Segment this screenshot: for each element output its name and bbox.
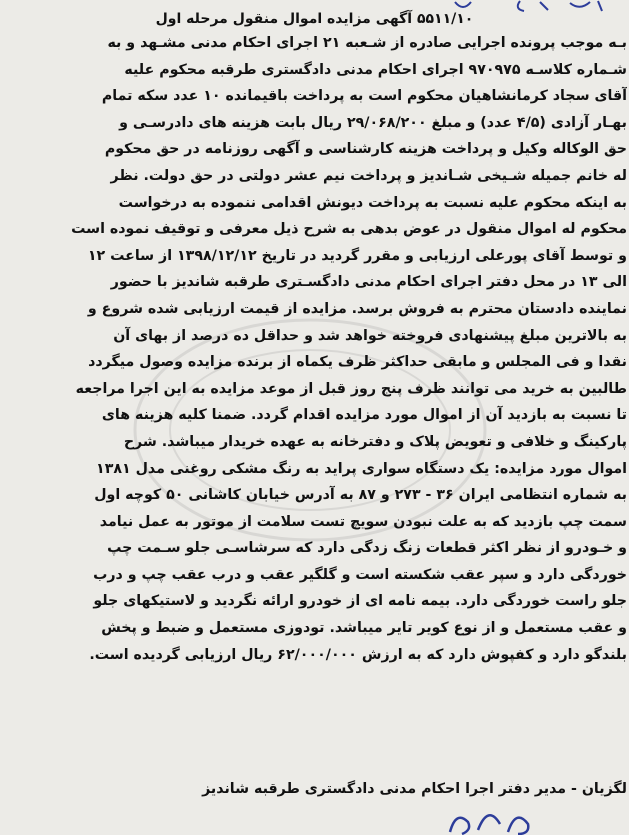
body-line: به اینکه محکوم علیه نسبت به پرداخت دیونش اقدامی ننموده به درخواست <box>118 194 627 211</box>
notice-title: ۵۵۱۱/۱۰ آگهی مزایده اموال منقول مرحله اول <box>155 11 474 27</box>
body-line: بـه موجب پرونده اجرایی صادره از شـعبه ۲۱ اجرای احکام مدنی مشـهد و به <box>107 35 627 51</box>
body-line: نقدا و فی المجلس و مابقی حداکثر ظرف یکماه از برنده مزایده وصول میگردد <box>88 354 627 371</box>
body-line: نماینده دادستان محترم به فروش برسد. مزایده از قیمت ارزیابی شده شروع و <box>87 300 627 317</box>
body-line: خوردگی دارد و سپر عقب شکسته است و گلگیر عقب و درب عقب چپ و درب <box>93 566 627 583</box>
body-line: جلو راست خوردگی دارد. بیمه نامه ای از خودرو ارائه نگردید و لاستیکهای جلو <box>93 593 627 610</box>
body-line: به بالاترین مبلغ پیشنهادی فروخته خواهد شد و حداقل ده درصد از بهای آن <box>113 327 627 344</box>
notice-body <box>2 30 627 668</box>
body-line: طالبین به خرید می توانند ظرف پنج روز قبل از موعد مزایده به این اجرا مراجعه <box>75 380 627 397</box>
body-line: بلندگو دارد و کفپوش دارد که به ارزش ۶۲/۰۰۰/۰۰۰ ریال ارزیابی گردیده است. <box>89 646 627 663</box>
body-line: بهـار آزادی (۴/۵ عدد) و مبلغ ۲۹/۰۶۸/۲۰۰ ریال بابت هزینه های دادرسـی و <box>119 114 627 131</box>
body-line: محکوم له اموال منقول در عوض بدهی به شرح ذیل معرفی و توقیف نموده است <box>71 221 627 238</box>
body-line: آقای سجاد کرمانشاهیان محکوم است به پرداخت باقیمانده ۱۰ عدد سکه تمام <box>101 88 627 105</box>
body-line: پارکینگ و خلافی و تعویض پلاک و دفترخانه به عهده خریدار میباشد. شرح <box>123 433 627 450</box>
body-line: و عقب مستعمل و از نوع کویر تایر میباشد. تودوزی مستعمل و ضبط و پخش <box>101 620 627 637</box>
body-line: له خانم جمیله شـیخی شـاندیز و پرداخت نیم عشر دولتی در حق دولت. نظر <box>110 167 627 184</box>
body-line: شـماره کلاسـه ۹۷۰۹۷۵ اجرای احکام مدنی دادگستری طرقبه محکوم علیه <box>124 61 627 78</box>
body-line: الی ۱۳ در محل دفتر اجرای احکام مدنی دادگسـتری طرقبه شاندیز با حضور <box>110 274 627 291</box>
body-line: تا نسبت به بازدید آن از اموال مورد مزایده اقدام گردد. ضمنا کلیه هزینه های <box>101 407 627 424</box>
handwritten-mark-bottom <box>0 800 629 835</box>
body-line: و خـودرو از نظر اکثر قطعات زنگ زدگی دارد که سرشاسـی جلو سـمت چپ <box>107 540 627 557</box>
body-line: و توسط آقای پورعلی ارزیابی و مقرر گردید در تاریخ ۱۳۹۸/۱۲/۱۲ از ساعت ۱۲ <box>87 247 627 264</box>
body-line: به شماره انتظامی ایران ۳۶ - ۲۷۳ و ۸۷ به آدرس خیابان کاشانی ۵۰ کوچه اول <box>94 487 627 504</box>
signature-line: لگزیان - مدیر دفتر اجرا احکام مدنی دادگستری طرقبه شاندیز <box>202 781 627 797</box>
body-line: سمت چپ بازدید که به علت نبودن سویچ تست سلامت از موتور به عمل نیامد <box>99 513 627 530</box>
body-line: حق الوکاله وکیل و پرداخت هزینه کارشناسی و آگهی روزنامه در حق محکوم <box>104 141 627 158</box>
body-line: اموال مورد مزایده: یک دستگاه سواری پراید به رنگ مشکی روغنی مدل ۱۳۸۱ <box>96 460 627 477</box>
